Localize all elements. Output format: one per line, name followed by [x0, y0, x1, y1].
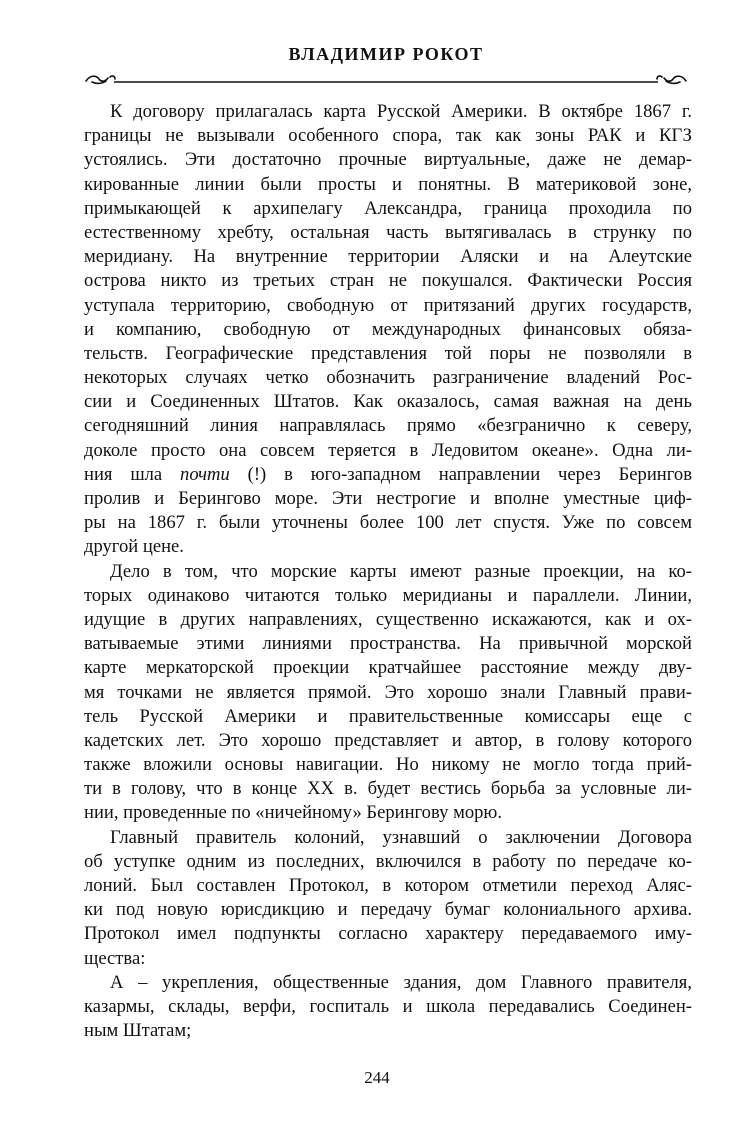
text-line: ным Штатам; [84, 1020, 192, 1042]
text-line: также вложили основы навигации. Но никому не могло тогда прий- [84, 754, 692, 776]
text-run: ния шла [84, 463, 181, 485]
text-line: некоторых случаях четко обозначить разграничение владений Рос- [84, 367, 692, 389]
italic-word: почти [180, 463, 230, 485]
header-ornament-rule [84, 72, 688, 86]
text-line: тельств. Географические представления той поры не позволяли в [84, 342, 692, 364]
body-text [84, 100, 692, 1043]
text-line: ватываемые этими линиями пространства. На привычной морской [84, 633, 692, 655]
paragraph [84, 560, 692, 826]
text-line: уступала территорию, свободную от притязаний других государств, [84, 294, 692, 316]
text-line: лоний. Был составлен Протокол, в котором отметили переход Аляс- [84, 875, 692, 896]
text-line: Дело в том, что морские карты имеют разные проекции, на ко- [110, 560, 692, 582]
paragraph [84, 100, 692, 560]
text-line: примыкающей к архипелагу Александра, граница проходила по [84, 197, 692, 219]
page-number: 244 [364, 1068, 390, 1087]
text-line: сии и Соединенных Штатов. Как оказалось, самая важная на день [84, 391, 692, 413]
text-line: щества: [84, 947, 146, 969]
text-line: меридиану. На внутренние территории Аляски и на Алеутские [84, 246, 692, 268]
text-line-with-italic [84, 463, 692, 487]
text-line: ки под новую юрисдикцию и передачу бумаг колониального архива. [84, 899, 692, 921]
text-line: кадетских лет. Это хорошо представляет и автор, в голову которого [84, 729, 692, 751]
text-line: пролив и Берингово море. Эти нестрогие и вполне уместные циф- [84, 488, 692, 509]
text-run: (!) в юго-западном направлении через Берингов [229, 463, 692, 485]
text-line: естественному хребту, остальная часть вытягивалась в струнку по [84, 221, 692, 243]
text-line: карте меркаторской проекции кратчайшее расстояние между дву- [84, 657, 692, 679]
text-line: идущие в других направлениях, существенно искажаются, как и ох- [84, 608, 692, 630]
text-line: ти в голову, что в конце XX в. будет вестись борьба за условные ли- [84, 778, 692, 800]
text-line: сегодняшний линия направлялась прямо «безгранично к северу, [84, 415, 692, 437]
text-line: и компанию, свободную от международных финансовых обяза- [84, 318, 692, 340]
ornament-divider-icon [84, 72, 688, 86]
text-line: доколе просто она совсем теряется в Ледовитом океане». Одна ли- [84, 439, 692, 461]
text-line: другой цене. [84, 536, 184, 558]
text-line: К договору прилагалась карта Русской Америки. В октябре 1867 г. [110, 101, 692, 122]
running-header [84, 44, 688, 65]
text-line: мя точками не является прямой. Это хорошо знали Главный прави- [84, 681, 692, 703]
text-line: торых одинаково читаются только меридианы и параллели. Линии, [84, 584, 692, 606]
text-line: Главный правитель колоний, узнавший о заключении Договора [110, 826, 692, 848]
text-line: ры на 1867 г. были уточнены более 100 лет спустя. Уже по совсем [84, 512, 692, 534]
text-line: казармы, склады, верфи, госпиталь и школа передавались Соединен- [84, 995, 692, 1017]
paragraph [84, 971, 692, 1044]
text-line: об уступке одним из последних, включился в работу по передаче ко- [84, 850, 692, 872]
running-title: ВЛАДИМИР РОКОТ [288, 44, 484, 64]
text-line: нии, проведенные по «ничейному» Берингову морю. [84, 802, 502, 824]
text-line: Протокол имел подпункты согласно характеру передаваемого иму- [84, 923, 692, 945]
text-line: устоялись. Эти достаточно прочные виртуальные, даже не демар- [84, 149, 692, 171]
paragraph [84, 826, 692, 971]
text-line: тель Русской Америки и правительственные комиссары еще с [84, 705, 692, 727]
text-line: острова никто из третьих стран не покушался. Фактически Россия [84, 270, 692, 292]
text-line: границы не вызывали особенного спора, так как зоны РАК и КГЗ [84, 125, 692, 147]
text-line: кированные линии были просты и понятны. В материковой зоне, [84, 173, 692, 195]
text-line: А – укрепления, общественные здания, дом Главного правителя, [110, 971, 692, 993]
